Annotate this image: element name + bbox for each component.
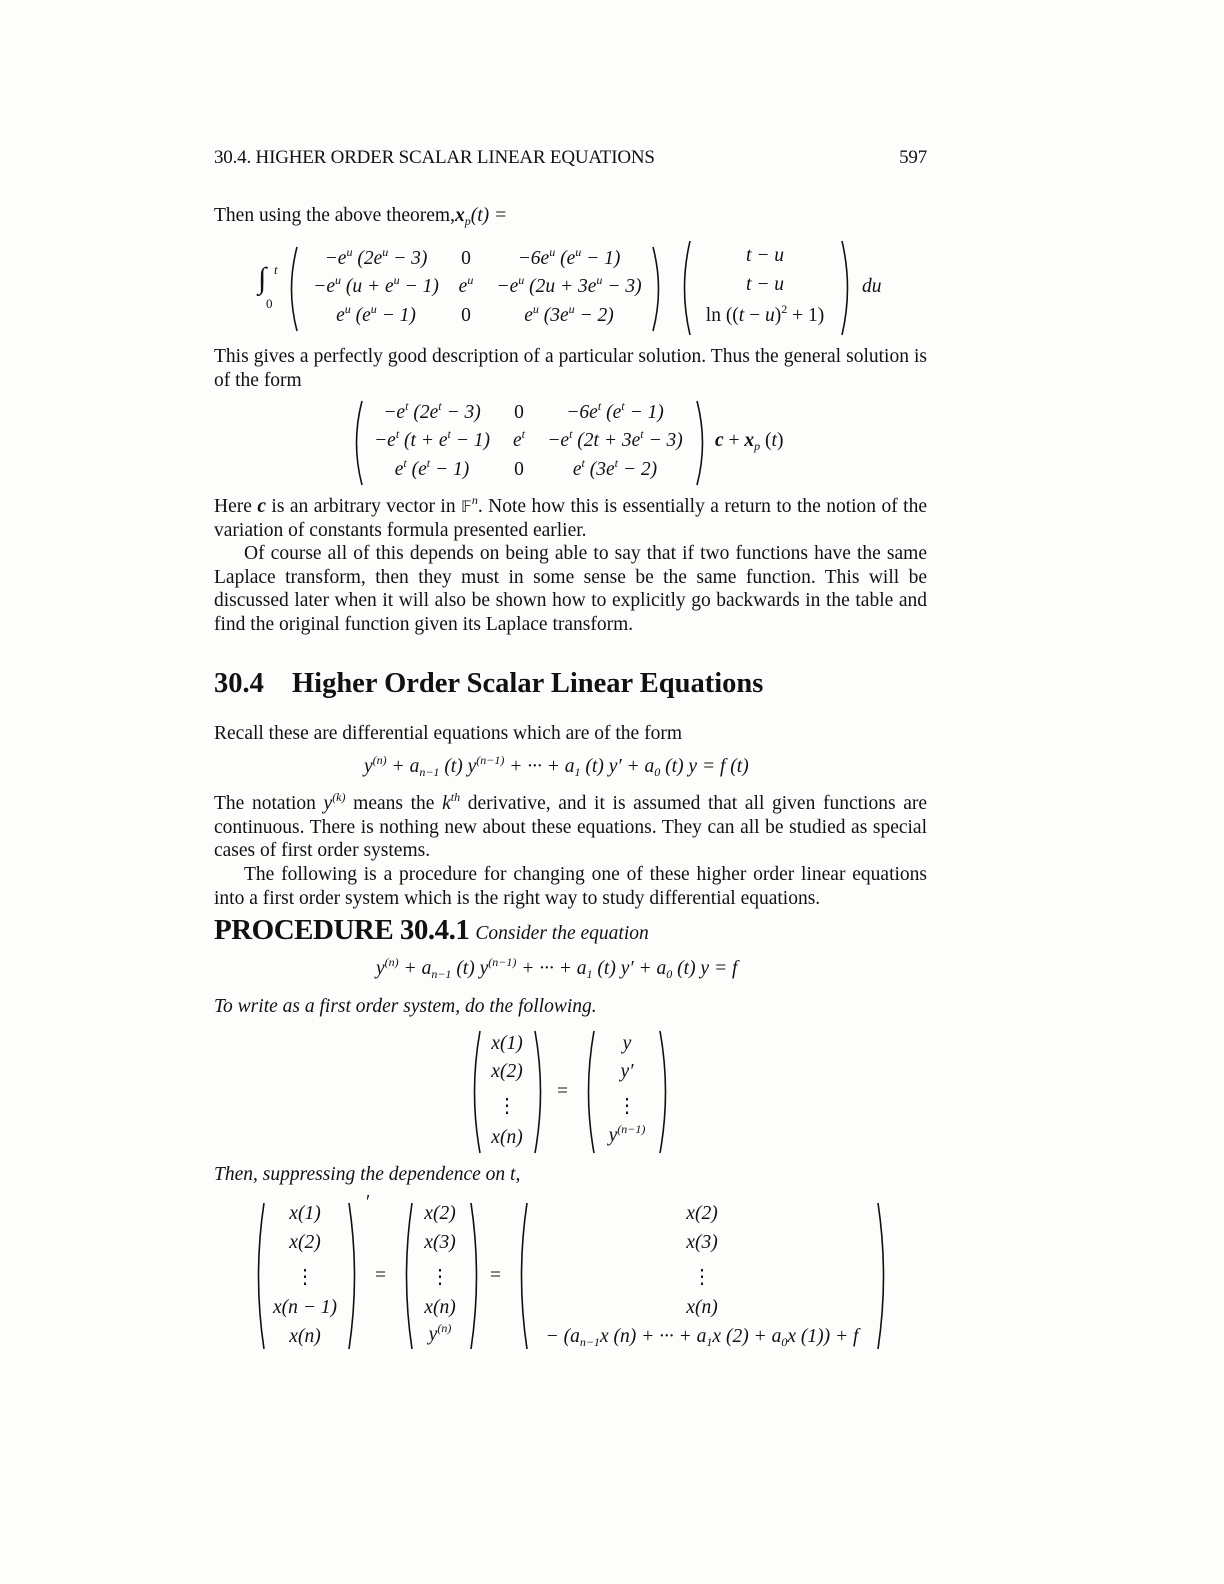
vector-cell: x(2) [289, 1232, 321, 1253]
section-number: 30.4 [214, 668, 264, 699]
matrix-cell: $-e^u$ $(2e^u - 3)$ [324, 245, 428, 269]
procedure-instruction: To write as a first order system, do the following. [214, 996, 597, 1017]
procedure-lead: Consider the equation [475, 923, 649, 944]
equals-sign: = [375, 1265, 386, 1286]
matrix-cell: $-e^t$ $(t + e^t - 1)$ [373, 427, 491, 451]
y-exponent: (k) [332, 790, 346, 804]
k-exponent: th [450, 790, 461, 804]
xp-symbol: x [454, 205, 465, 226]
left-paren-icon [400, 1202, 414, 1350]
xp-tail: (t) = [470, 205, 508, 226]
matrix-cell: $e^u$ $(e^u - 1)$ [336, 302, 416, 326]
paragraph: This gives a perfectly good description of a particular solution. Thus the general solution is of the form [214, 346, 927, 391]
ode-equation: $y^{(n)} + a_{n-1}$ (t) $y^{(n-1)}$ + ··· + $a_1$ (t) $y' + a_0$ (t) y = f (t) [364, 753, 749, 779]
paragraph: The following is a procedure for changing one of these higher order linear equations into a first order system which is the right way to study differential equations. [214, 864, 927, 909]
matrix-cell: $-e^u$ $(u + e^u - 1)$ [313, 273, 439, 297]
vector-cell: $\ln ((t - u)^2 + 1)$ [705, 302, 825, 326]
matrix-cell: 0 [514, 402, 524, 423]
vector-cell: y′ [620, 1061, 634, 1082]
text: derivative, and it is assumed that all given functions are continuous. There is nothing new about these equations. They can all be studied as special cases of first order systems. [214, 793, 928, 862]
vector-cell: $y^{(n-1)}$ [608, 1122, 646, 1146]
vector-cell: t − u [745, 245, 785, 266]
integral-upper-limit: t [274, 262, 278, 277]
matrix-cell: $-e^u$ $(2u + 3e^u - 3)$ [496, 273, 642, 297]
vector-cell: x(n) [491, 1127, 523, 1148]
right-paren-icon [876, 1202, 890, 1350]
equals-sign: = [557, 1081, 568, 1102]
vector-cell: x(1) [289, 1203, 321, 1224]
procedure-equation: $y^{(n)} + a_{n-1}$ (t) $y^{(n-1)}$ + ··· + $a_1$ (t) $y' + a_0$ (t) y = f [376, 955, 738, 981]
vector-cell: x(n) [424, 1297, 456, 1318]
text: is an arbitrary vector in [265, 496, 462, 517]
vector-cell: ⋮ [692, 1267, 712, 1288]
prime-mark: ′ [366, 1192, 371, 1213]
differential: du [862, 276, 882, 297]
matrix-cell: 0 [514, 459, 524, 480]
vector-cell: x(n − 1) [272, 1297, 338, 1318]
matrix-cell: $-6e^t$ $(e^t - 1)$ [566, 399, 664, 423]
text: means the [345, 793, 443, 814]
vector-cell: x(2) [424, 1203, 456, 1224]
vector-cell: y [622, 1033, 632, 1054]
solution-tail: $c + x_p$ (t) [715, 430, 784, 453]
integral-sign: ∫ [258, 262, 267, 295]
left-paren-icon [252, 1202, 266, 1350]
vector-cell: x(2) [491, 1061, 523, 1082]
matrix-cell: 0 [461, 305, 471, 326]
matrix-cell: 0 [461, 248, 471, 269]
vector-cell: ⋮ [497, 1096, 517, 1117]
vector-cell: ⋮ [295, 1267, 315, 1288]
matrix-cell: $-6e^u$ $(e^u - 1)$ [517, 245, 621, 269]
intro-text: Then using the above theorem, [214, 205, 455, 226]
section-title: Higher Order Scalar Linear Equations [292, 668, 764, 699]
field-exponent: n [471, 493, 478, 507]
k-symbol: k [442, 793, 451, 814]
matrix-cell: $-e^t$ $(2e^t - 3)$ [383, 399, 481, 423]
field-symbol: 𝔽 [461, 497, 472, 516]
vector-cell: x(2) [686, 1203, 718, 1224]
matrix-cell: $-e^t$ $(2t + 3e^t - 3)$ [547, 427, 683, 451]
vector-cell: ⋮ [430, 1267, 450, 1288]
running-title: 30.4. HIGHER ORDER SCALAR LINEAR EQUATIONS [214, 147, 655, 168]
vector-cell: x(3) [686, 1232, 718, 1253]
text: . Note how this is essentially a return to the notion of the variation of constants formula presented earlier. [214, 496, 927, 541]
equals-sign: = [490, 1265, 501, 1286]
vector-cell: ⋮ [617, 1096, 637, 1117]
vector-c: c [257, 496, 266, 517]
vector-cell: x(1) [491, 1033, 523, 1054]
page-number: 597 [899, 147, 927, 168]
matrix-cell: $e^t$ [513, 427, 525, 451]
matrix-cell: $e^u$ $(3e^u - 2)$ [524, 302, 614, 326]
text: The notation [214, 793, 324, 814]
vector-cell: x(n) [686, 1297, 718, 1318]
paragraph: Recall these are differential equations which are of the form [214, 723, 682, 744]
left-paren-icon [515, 1202, 529, 1350]
vector-cell: − ($a_{n-1}x$ (n) + ··· + $a_1x$ $(2) + a_0x$ (1)) + f [545, 1326, 859, 1349]
y-symbol: y [323, 793, 333, 814]
vector-cell: x(n) [289, 1326, 321, 1347]
paragraph: Of course all of this depends on being able to say that if two functions have the same Laplace transform, then they must in some sense be the same function. This will be discussed later when it will also be shown how to explicitly go backwards in the table and find the original function given its Laplace transform. [214, 543, 927, 635]
xp-subscript: p [464, 214, 471, 228]
matrix-cell: $e^t$ $(3e^t - 2)$ [572, 456, 658, 480]
vector-cell: t − u [745, 274, 785, 295]
vector-cell: $y^{(n)}$ [428, 1321, 452, 1345]
text: Here [214, 496, 258, 517]
vector-cell: x(3) [424, 1232, 456, 1253]
right-paren-icon [347, 1202, 361, 1350]
right-paren-icon [469, 1202, 483, 1350]
procedure-then-text: Then, suppressing the dependence on t, [214, 1164, 521, 1185]
procedure-label: PROCEDURE 30.4.1 [214, 914, 470, 946]
matrix-cell: $e^u$ [458, 273, 474, 297]
integral-lower-limit: 0 [266, 296, 273, 311]
matrix-cell: $e^t$ $(e^t - 1)$ [394, 456, 470, 480]
